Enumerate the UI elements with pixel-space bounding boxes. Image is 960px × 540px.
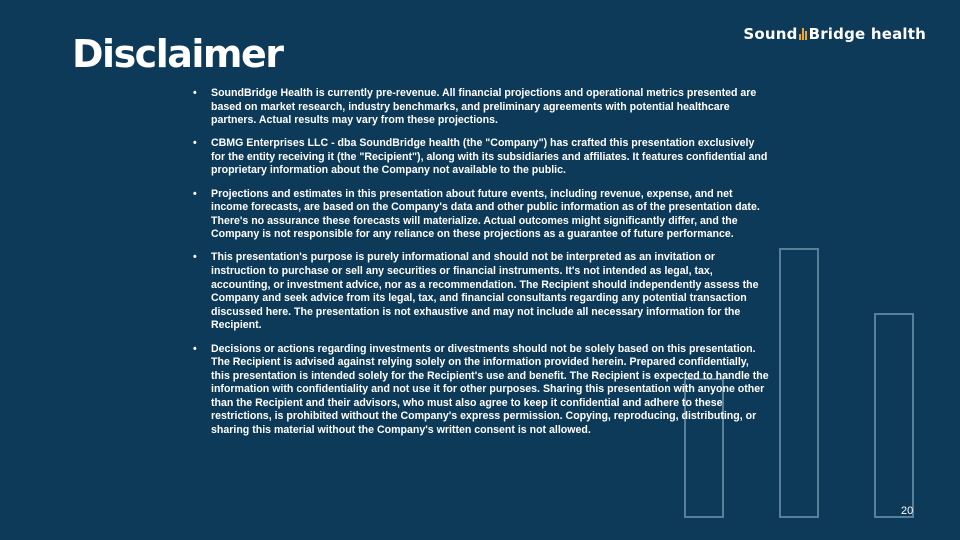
page-title: Disclaimer bbox=[72, 32, 283, 76]
page-number: 20 bbox=[901, 505, 914, 517]
logo-text-left: Sound bbox=[743, 25, 798, 43]
decorative-bar bbox=[779, 248, 819, 518]
disclaimer-list bbox=[190, 87, 770, 447]
logo-text-right: Bridge health bbox=[808, 25, 926, 43]
list-item: • SoundBridge Health is currently pre-revenue. All financial projections and operational metrics presented are based on market research, industry benchmarks, and preliminary agreements with potential healthcare partners. Actual results may vary from these projections. bbox=[190, 87, 770, 128]
list-item: • CBMG Enterprises LLC - dba SoundBridge health (the "Company") has crafted this presentation exclusively for the entity receiving it (the "Recipient"), along with its subsidiaries and affiliates. It features confidential and proprietary information about the Company not available to the public. bbox=[190, 137, 770, 178]
list-item: • Decisions or actions regarding investments or divestments should not be solely based on this presentation. The Recipient is advised against relying solely on the information provided herein. Prepared confidentially, this presentation is intended solely for the Recipient's use and benefit. The Recipient is expected to handle the information with confidentiality and not use it for other purposes. Sharing this presentation with anyone other than the Recipient and their advisors, who must also agree to keep it confidential and adhere to these restrictions, is prohibited without the Company's express permission. Copying, reproducing, distributing, or sharing this material without the Company's written consent is not allowed. bbox=[190, 343, 770, 438]
sound-wave-bars-icon bbox=[799, 28, 807, 40]
list-item: • Projections and estimates in this presentation about future events, including revenue, expense, and net income forecasts, are based on the Company's data and other public information as of the presentation date. There's no assurance these forecasts will materialize. Actual outcomes might significantly differ, and the Company is not responsible for any reliance on these projections as a guarantee of future performance. bbox=[190, 188, 770, 242]
list-item: • This presentation's purpose is purely informational and should not be interpreted as an invitation or instruction to purchase or sell any securities or financial instruments. It's not intended as legal, tax, accounting, or investment advice, nor as a recommendation. The Recipient should independently assess the Company and seek advice from its legal, tax, and financial consultants regarding any potential transaction discussed here. The presentation is not exhaustive and may not include all necessary information for the Recipient. bbox=[190, 251, 770, 333]
decorative-bar bbox=[874, 313, 914, 518]
company-logo bbox=[743, 25, 926, 43]
